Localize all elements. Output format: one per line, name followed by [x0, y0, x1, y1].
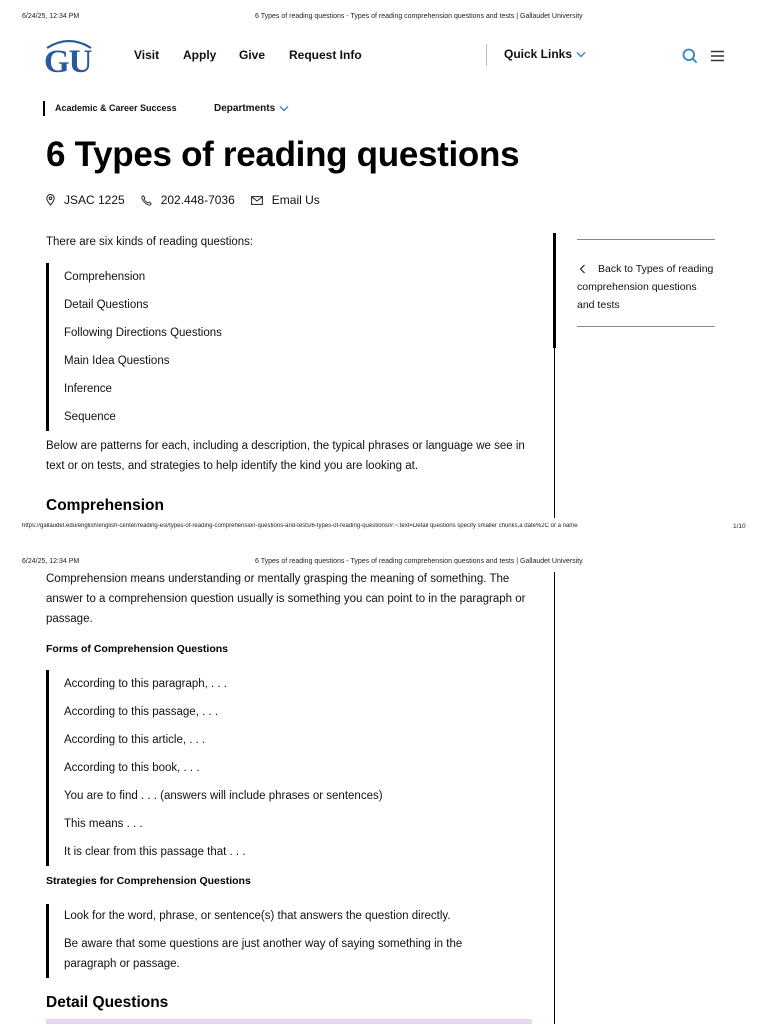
- chevron-down-icon: [576, 51, 586, 58]
- print-timestamp: 6/24/25, 12:34 PM: [22, 13, 80, 20]
- contact-phone[interactable]: [141, 193, 235, 207]
- contact-email[interactable]: [251, 193, 320, 207]
- phone-icon: [141, 195, 152, 206]
- forms-heading: Forms of Comprehension Questions: [46, 643, 229, 655]
- content-divider: [554, 348, 555, 518]
- intro-text: There are six kinds of reading questions:: [46, 236, 254, 248]
- chevron-down-icon: [279, 105, 289, 112]
- subnav-marker: [43, 101, 45, 116]
- nav-give[interactable]: Give: [239, 48, 266, 62]
- menu-button[interactable]: [710, 48, 725, 63]
- print-page-title-2: 6 Types of reading questions - Types of reading comprehension questions and tests | Gallaudet University: [255, 558, 583, 565]
- location-text: JSAC 1225: [64, 193, 125, 207]
- nav-request-info[interactable]: Request Info: [289, 48, 362, 62]
- header-divider: [486, 44, 487, 66]
- departments-label: Departments: [214, 103, 276, 114]
- strategies-heading: Strategies for Comprehension Questions: [46, 875, 251, 887]
- back-link-text: Back to Types of reading comprehension questions and tests: [577, 263, 714, 311]
- subnav-section-link[interactable]: Academic & Career Success: [55, 103, 177, 113]
- comprehension-description: Comprehension means understanding or mentally grasping the meaning of something. The answer to a comprehension question usually is something you can point to in the paragraph or passage.: [46, 573, 526, 625]
- list-item: Look for the word, phrase, or sentence(s) that answers the question directly.: [64, 910, 451, 922]
- detail-questions-heading: Detail Questions: [46, 994, 169, 1011]
- departments-dropdown[interactable]: [214, 103, 289, 114]
- back-link[interactable]: [577, 260, 715, 314]
- question-types-list: [46, 263, 466, 431]
- list-item: Main Idea Questions: [64, 355, 170, 367]
- quick-links-dropdown[interactable]: [504, 47, 586, 61]
- list-item: Sequence: [64, 411, 116, 423]
- list-item: You are to find . . . (answers will include phrases or sentences): [64, 790, 383, 802]
- logo-text: GU: [44, 44, 92, 80]
- list-item: It is clear from this passage that . . .: [64, 846, 246, 858]
- highlight-block: [46, 1019, 532, 1024]
- quick-links-label: Quick Links: [504, 47, 573, 61]
- search-button[interactable]: [681, 47, 698, 64]
- list-item: According to this passage, . . .: [64, 706, 219, 718]
- list-item: Comprehension: [64, 271, 146, 283]
- page-title: 6 Types of reading questions: [46, 135, 520, 174]
- location-pin-icon: [46, 194, 55, 206]
- print-url: https://gallaudet.edu/english/english-center/reading-esl/types-of-reading-comprehension-questions-and-tests/6-types-of-reading-questions/#:~:text=Detail questions specify smaller chunks,a date%2C or a name: [22, 523, 578, 529]
- content-divider-page2: [554, 572, 555, 1024]
- contact-row: [46, 193, 336, 207]
- list-item: This means . . .: [64, 818, 143, 830]
- print-timestamp-2: 6/24/25, 12:34 PM: [22, 558, 80, 565]
- content-divider-active: [553, 233, 556, 348]
- print-page-number: 1/10: [733, 523, 746, 530]
- sidebar-bottom-rule: [577, 326, 715, 327]
- search-icon: [682, 48, 698, 64]
- contact-location: [46, 193, 125, 207]
- chevron-left-icon: [579, 264, 586, 274]
- phone-text: 202.448-7036: [160, 193, 235, 207]
- menu-icon: [711, 50, 724, 62]
- email-text: Email Us: [271, 193, 320, 207]
- list-item: Be aware that some questions are just another way of saying something in the paragraph or passage.: [64, 938, 463, 970]
- list-item: According to this book, . . .: [64, 762, 200, 774]
- envelope-icon: [251, 196, 263, 205]
- list-item: Inference: [64, 383, 112, 395]
- sidebar-top-rule: [577, 239, 715, 240]
- nav-visit[interactable]: Visit: [134, 48, 160, 62]
- print-page-title: 6 Types of reading questions - Types of reading comprehension questions and tests | Gallaudet University: [255, 13, 583, 20]
- patterns-note: Below are patterns for each, including a description, the typical phrases or language we see in text or on tests, and strategies to help identify the kind you are looking at.: [46, 440, 525, 472]
- gu-logo[interactable]: [44, 40, 96, 80]
- list-item: According to this paragraph, . . .: [64, 678, 228, 690]
- strategies-list: [46, 904, 496, 978]
- comprehension-heading: Comprehension: [46, 497, 164, 514]
- forms-list: [46, 670, 466, 866]
- nav-apply[interactable]: Apply: [183, 48, 217, 62]
- list-item: According to this article, . . .: [64, 734, 206, 746]
- list-item: Detail Questions: [64, 299, 149, 311]
- list-item: Following Directions Questions: [64, 327, 222, 339]
